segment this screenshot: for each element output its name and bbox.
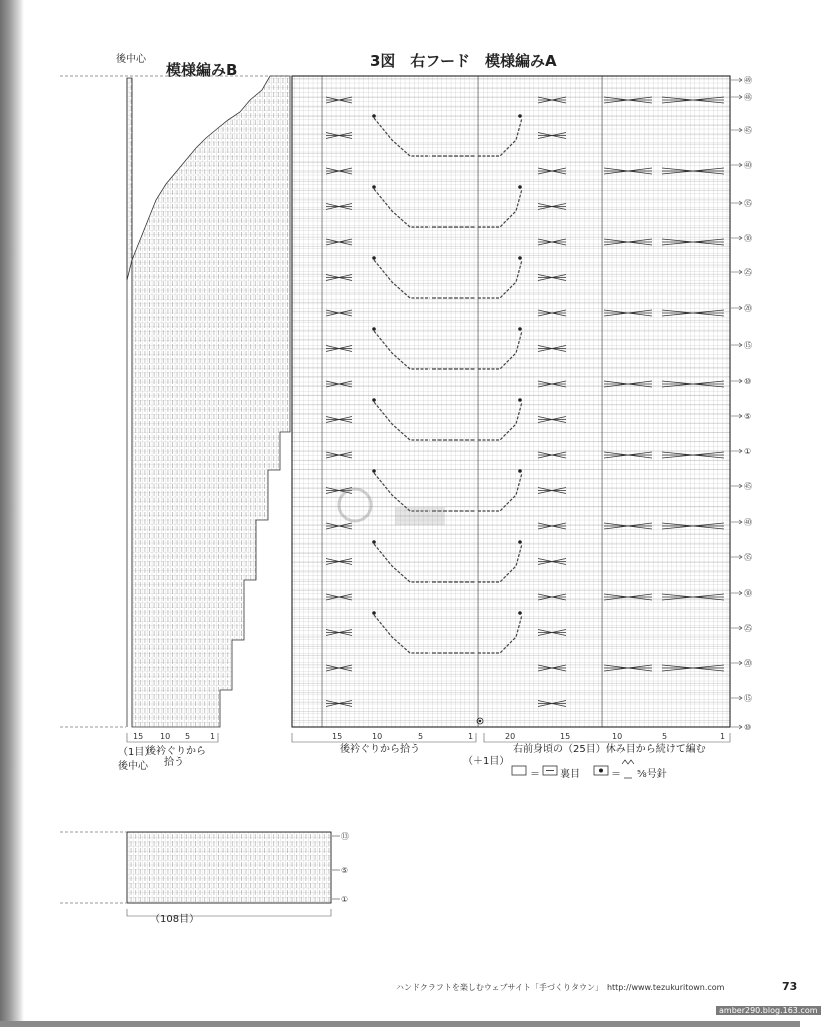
back-center-top-label: 後中心 — [116, 54, 146, 65]
col-num-r-5: 5 — [662, 732, 668, 741]
row-marker-label: ㉕ — [744, 624, 752, 633]
row-marker-label: ⑮ — [744, 341, 752, 350]
col-num-r-1: 1 — [720, 732, 726, 741]
legend-purl-label: 裏目 — [560, 769, 580, 780]
lower-row-marker — [332, 866, 348, 875]
row-marker — [731, 518, 752, 527]
row-marker — [731, 268, 752, 277]
row-marker — [731, 553, 752, 562]
front-right-label: 右前身頃の（25目）休み目から続けて編む — [513, 744, 706, 755]
col-num-left-1: 1 — [210, 732, 216, 741]
col-num-r-20: 20 — [505, 732, 516, 741]
row-marker — [731, 723, 751, 732]
row-marker-label: ⑳ — [744, 304, 752, 313]
row-marker-label: ⑳ — [744, 659, 752, 668]
lower-row-marker — [332, 895, 348, 904]
back-center-bottom-label: 後中心 — [118, 761, 148, 772]
pattern-b-label: 模様編みB — [166, 61, 238, 79]
row-marker-label: ㉚ — [744, 589, 752, 598]
row-marker-label: ㉕ — [744, 268, 752, 277]
col-num-a-15: 15 — [332, 732, 343, 741]
row-marker-label: ⑩ — [744, 377, 752, 386]
lower-row-marker-label: ① — [341, 895, 349, 904]
row-marker-label: ⑩ — [744, 723, 752, 732]
row-marker — [731, 694, 752, 703]
row-marker-label: ㊽ — [744, 93, 752, 102]
lower-row-marker — [332, 832, 349, 841]
row-marker-label: ⑮ — [744, 694, 752, 703]
legend-eq-1: ＝ — [530, 769, 540, 780]
one-stitch-label: （1目） — [118, 747, 155, 758]
row-marker — [731, 199, 752, 208]
row-marker — [731, 412, 751, 421]
knit-box-icon — [512, 766, 526, 775]
row-marker — [731, 93, 752, 102]
row-marker — [731, 624, 752, 633]
row-marker-label: ㊺ — [744, 482, 752, 491]
plus-one-label: （＋1目） — [463, 756, 510, 767]
figure-title: 3図 右フード 模様編みA — [370, 52, 557, 70]
row-marker-label: ㊾ — [744, 76, 752, 85]
pick-up-left-label-2: 拾う — [164, 757, 184, 768]
row-marker-label: ⑤ — [744, 412, 752, 421]
row-marker-label: ① — [744, 447, 752, 456]
row-marker — [731, 304, 752, 313]
row-marker — [731, 76, 752, 85]
blog-watermark: amber290.blog.163.com — [716, 1006, 821, 1015]
page-number: 73 — [782, 980, 798, 993]
col-num-r-10: 10 — [612, 732, 623, 741]
col-num-a-1: 1 — [468, 732, 474, 741]
row-marker-label: ㉟ — [744, 553, 752, 562]
row-marker-label: ㊵ — [744, 518, 752, 527]
legend-eq-2: ＝ — [611, 769, 621, 780]
row-marker — [731, 659, 752, 668]
row-marker — [731, 161, 752, 170]
pattern-b-grid — [127, 76, 290, 727]
col-num-a-10: 10 — [372, 732, 383, 741]
footer-site-text: ハンドクラフトを楽しむウェブサイト「手づくりタウン」 http://www.tezukuritown.com — [396, 983, 725, 992]
lower-row-marker-label: ⑬ — [341, 832, 349, 841]
col-num-left-10: 10 — [160, 732, 171, 741]
row-markers — [731, 76, 752, 732]
row-marker-label: ㉚ — [744, 234, 752, 243]
pick-up-mid-label: 後衿ぐりから拾う — [340, 744, 420, 755]
lower-width-label: （108目） — [150, 914, 200, 925]
col-num-left-15: 15 — [133, 732, 144, 741]
row-marker — [731, 377, 751, 386]
row-marker — [731, 341, 752, 350]
col-num-a-5: 5 — [418, 732, 424, 741]
row-marker-label: ㊺ — [744, 126, 752, 135]
col-num-left-5: 5 — [185, 732, 191, 741]
row-marker — [731, 589, 752, 598]
row-marker — [731, 126, 752, 135]
bobble-symbol-icon — [622, 760, 634, 778]
lower-chart — [60, 832, 349, 916]
row-marker — [731, 482, 752, 491]
row-marker-label: ㊵ — [744, 161, 752, 170]
bottom-edge — [0, 1021, 800, 1027]
pick-up-left-label: 後衿ぐりから — [146, 746, 206, 757]
legend-stitch-label: ⅝号針 — [637, 769, 667, 780]
row-marker — [731, 447, 751, 456]
lower-row-marker-label: ⑤ — [341, 866, 349, 875]
row-marker-label: ㉟ — [744, 199, 752, 208]
col-num-r-15: 15 — [560, 732, 571, 741]
row-marker — [731, 234, 752, 243]
